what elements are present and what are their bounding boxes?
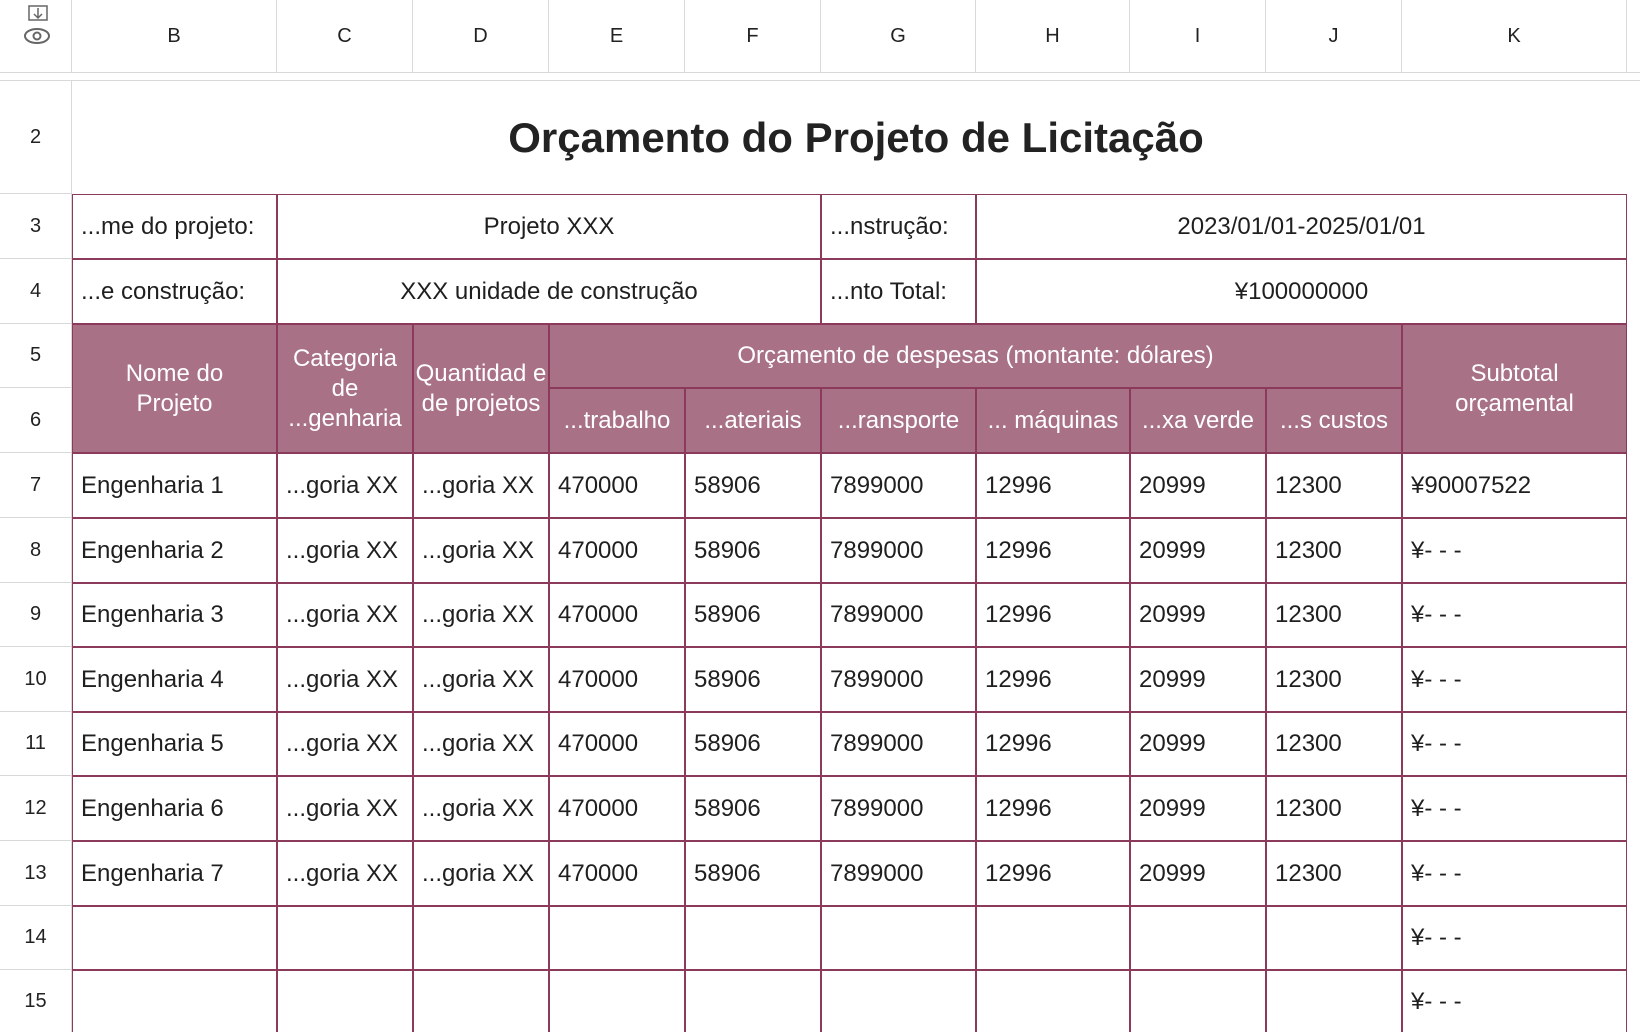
cell-transport[interactable]: 7899000: [821, 647, 976, 712]
cell-materials[interactable]: 58906: [685, 453, 821, 518]
cell-quantity[interactable]: ...goria XX: [413, 583, 549, 647]
construction-period-label[interactable]: ...nstrução:: [821, 194, 976, 259]
cell-category[interactable]: ...goria XX: [277, 453, 413, 518]
col-header-g[interactable]: G: [821, 0, 976, 72]
cell-transport[interactable]: 7899000: [821, 712, 976, 776]
cell-quantity[interactable]: ...goria XX: [413, 518, 549, 583]
col-header-i[interactable]: I: [1130, 0, 1266, 72]
cell-subtotal[interactable]: ¥- - -: [1402, 583, 1627, 647]
cell-materials[interactable]: [685, 970, 821, 1032]
col-header-e[interactable]: E: [549, 0, 685, 72]
construction-unit-value[interactable]: XXX unidade de construção: [277, 259, 821, 324]
th-materials[interactable]: ...ateriais: [685, 388, 821, 453]
row-header-11[interactable]: 11: [0, 712, 72, 776]
th-green[interactable]: ...xa verde: [1130, 388, 1266, 453]
col-header-c[interactable]: C: [277, 0, 413, 72]
row-header-3[interactable]: 3: [0, 194, 72, 259]
cell-subtotal[interactable]: ¥- - -: [1402, 906, 1627, 970]
col-header-k[interactable]: K: [1402, 0, 1627, 72]
cell-quantity[interactable]: ...goria XX: [413, 453, 549, 518]
cell-category[interactable]: ...goria XX: [277, 518, 413, 583]
cell-machines[interactable]: 12996: [976, 776, 1130, 841]
row-header-10[interactable]: 10: [0, 647, 72, 712]
cell-quantity[interactable]: [413, 906, 549, 970]
th-expenses-group[interactable]: Orçamento de despesas (montante: dólares): [549, 324, 1402, 388]
row-header-15[interactable]: 15: [0, 970, 72, 1032]
cell-category[interactable]: [277, 970, 413, 1032]
row-header-6[interactable]: 6: [0, 388, 72, 453]
cell-green[interactable]: 20999: [1130, 647, 1266, 712]
sheet-title[interactable]: Orçamento do Projeto de Licitação: [508, 113, 1204, 161]
cell-quantity[interactable]: ...goria XX: [413, 776, 549, 841]
cell-labor[interactable]: 470000: [549, 647, 685, 712]
cell-category[interactable]: ...goria XX: [277, 647, 413, 712]
th-subtotal[interactable]: Subtotal orçamental: [1402, 324, 1627, 453]
cell-subtotal[interactable]: ¥- - -: [1402, 647, 1627, 712]
row-header-5[interactable]: 5: [0, 324, 72, 388]
column-header-row: [0, 0, 1640, 72]
cell-transport[interactable]: 7899000: [821, 776, 976, 841]
cell-materials[interactable]: 58906: [685, 776, 821, 841]
cell-other[interactable]: 12300: [1266, 453, 1402, 518]
cell-project-name[interactable]: Engenharia 7: [72, 841, 277, 906]
row-header-2[interactable]: 2: [0, 81, 72, 194]
cell-materials[interactable]: 58906: [685, 518, 821, 583]
th-machines[interactable]: ... máquinas: [976, 388, 1130, 453]
row-header-12[interactable]: 12: [0, 776, 72, 841]
cell-labor[interactable]: 470000: [549, 776, 685, 841]
cell-quantity[interactable]: [413, 970, 549, 1032]
cell-category[interactable]: ...goria XX: [277, 776, 413, 841]
col-header-h[interactable]: H: [976, 0, 1130, 72]
col-header-f[interactable]: F: [685, 0, 821, 72]
cell-project-name[interactable]: Engenharia 3: [72, 583, 277, 647]
row-header-9[interactable]: 9: [0, 583, 72, 647]
th-other[interactable]: ...s custos: [1266, 388, 1402, 453]
col-header-d[interactable]: D: [413, 0, 549, 72]
row-header-4[interactable]: 4: [0, 259, 72, 324]
cell-project-name[interactable]: Engenharia 5: [72, 712, 277, 776]
cell-other[interactable]: 12300: [1266, 841, 1402, 906]
cell-transport[interactable]: [821, 970, 976, 1032]
cell-machines[interactable]: 12996: [976, 712, 1130, 776]
cell-project-name[interactable]: Engenharia 4: [72, 647, 277, 712]
cell-project-name[interactable]: [72, 970, 277, 1032]
cell-green[interactable]: [1130, 970, 1266, 1032]
th-category[interactable]: Categoria de ...genharia: [277, 324, 413, 453]
cell-other[interactable]: 12300: [1266, 583, 1402, 647]
cell-labor[interactable]: 470000: [549, 712, 685, 776]
construction-period-value[interactable]: 2023/01/01-2025/01/01: [976, 194, 1627, 259]
th-labor[interactable]: ...trabalho: [549, 388, 685, 453]
cell-subtotal[interactable]: ¥90007522: [1402, 453, 1627, 518]
cell-other[interactable]: 12300: [1266, 712, 1402, 776]
cell-machines[interactable]: 12996: [976, 518, 1130, 583]
th-transport[interactable]: ...ransporte: [821, 388, 976, 453]
cell-subtotal[interactable]: ¥- - -: [1402, 518, 1627, 583]
cell-materials[interactable]: [685, 906, 821, 970]
cell-materials[interactable]: 58906: [685, 583, 821, 647]
cell-labor[interactable]: 470000: [549, 841, 685, 906]
eye-download-icon[interactable]: [20, 4, 56, 48]
cell-green[interactable]: 20999: [1130, 776, 1266, 841]
cell-project-name[interactable]: [72, 906, 277, 970]
cell-transport[interactable]: 7899000: [821, 518, 976, 583]
cell-machines[interactable]: 12996: [976, 841, 1130, 906]
cell-green[interactable]: 20999: [1130, 453, 1266, 518]
project-name-label[interactable]: ...me do projeto:: [72, 194, 277, 259]
cell-green[interactable]: 20999: [1130, 583, 1266, 647]
row-header-7[interactable]: 7: [0, 453, 72, 518]
total-amount-value[interactable]: ¥100000000: [976, 259, 1627, 324]
cell-materials[interactable]: 58906: [685, 647, 821, 712]
cell-category[interactable]: ...goria XX: [277, 841, 413, 906]
cell-green[interactable]: 20999: [1130, 841, 1266, 906]
cell-green[interactable]: [1130, 906, 1266, 970]
cell-subtotal[interactable]: ¥- - -: [1402, 841, 1627, 906]
cell-transport[interactable]: 7899000: [821, 453, 976, 518]
cell-machines[interactable]: 12996: [976, 647, 1130, 712]
cell-machines[interactable]: [976, 970, 1130, 1032]
cell-project-name[interactable]: Engenharia 6: [72, 776, 277, 841]
col-header-j[interactable]: J: [1266, 0, 1402, 72]
cell-materials[interactable]: 58906: [685, 841, 821, 906]
select-all-corner[interactable]: [0, 0, 72, 72]
cell-machines[interactable]: 12996: [976, 583, 1130, 647]
cell-other[interactable]: 12300: [1266, 518, 1402, 583]
total-amount-label[interactable]: ...nto Total:: [821, 259, 976, 324]
cell-other[interactable]: 12300: [1266, 776, 1402, 841]
cell-category[interactable]: ...goria XX: [277, 583, 413, 647]
construction-unit-label[interactable]: ...e construção:: [72, 259, 277, 324]
cell-machines[interactable]: 12996: [976, 453, 1130, 518]
cell-labor[interactable]: 470000: [549, 583, 685, 647]
cell-machines[interactable]: [976, 906, 1130, 970]
cell-category[interactable]: ...goria XX: [277, 712, 413, 776]
cell-labor[interactable]: [549, 970, 685, 1032]
cell-quantity[interactable]: ...goria XX: [413, 841, 549, 906]
cell-transport[interactable]: [821, 906, 976, 970]
cell-green[interactable]: 20999: [1130, 712, 1266, 776]
header-separator: [0, 72, 1640, 73]
cell-transport[interactable]: 7899000: [821, 841, 976, 906]
cell-other[interactable]: 12300: [1266, 647, 1402, 712]
cell-transport[interactable]: 7899000: [821, 583, 976, 647]
col-header-b[interactable]: B: [72, 0, 277, 72]
row-header-13[interactable]: 13: [0, 841, 72, 906]
cell-subtotal[interactable]: ¥- - -: [1402, 712, 1627, 776]
cell-category[interactable]: [277, 906, 413, 970]
cell-labor[interactable]: 470000: [549, 518, 685, 583]
cell-labor[interactable]: 470000: [549, 453, 685, 518]
cell-subtotal[interactable]: ¥- - -: [1402, 776, 1627, 841]
cell-materials[interactable]: 58906: [685, 712, 821, 776]
cell-quantity[interactable]: ...goria XX: [413, 712, 549, 776]
project-name-value[interactable]: Projeto XXX: [277, 194, 821, 259]
th-quantity[interactable]: Quantidad e de projetos: [413, 324, 549, 453]
row-header-8[interactable]: 8: [0, 518, 72, 583]
cell-other[interactable]: [1266, 970, 1402, 1032]
cell-green[interactable]: 20999: [1130, 518, 1266, 583]
cell-subtotal[interactable]: ¥- - -: [1402, 970, 1627, 1032]
row-header-14[interactable]: 14: [0, 906, 72, 970]
cell-project-name[interactable]: Engenharia 1: [72, 453, 277, 518]
cell-labor[interactable]: [549, 906, 685, 970]
cell-project-name[interactable]: Engenharia 2: [72, 518, 277, 583]
cell-other[interactable]: [1266, 906, 1402, 970]
th-project-name[interactable]: Nome do Projeto: [72, 324, 277, 453]
cell-quantity[interactable]: ...goria XX: [413, 647, 549, 712]
